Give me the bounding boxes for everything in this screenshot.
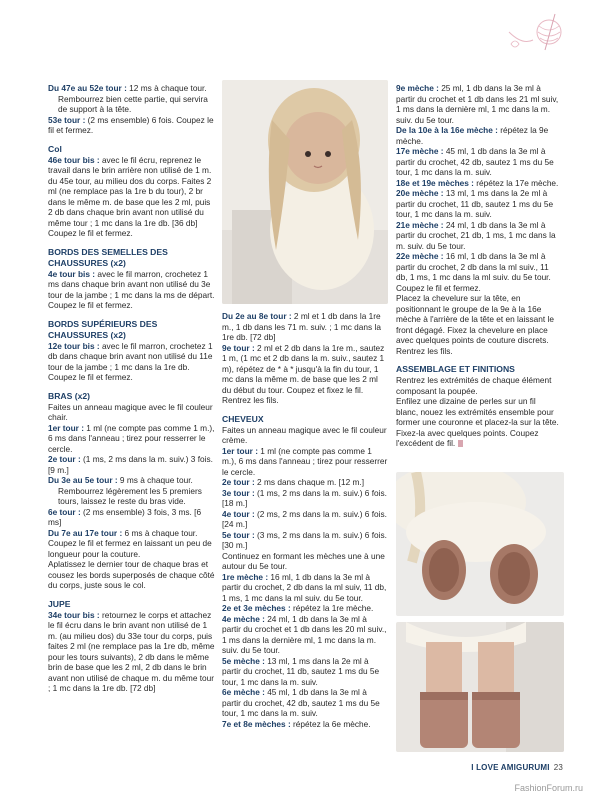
paragraph <box>396 146 560 178</box>
section-title-superieurs: BORDS SUPÉRIEURS DES CHAUSSURES (x2) <box>48 318 158 340</box>
jupe-tours-2-9 <box>222 311 388 406</box>
paragraph <box>48 83 215 94</box>
step-text: répétez la 6e mèche. <box>290 718 371 729</box>
section-title-assemblage: ASSEMBLAGE ET FINITIONS <box>396 364 515 374</box>
paragraph <box>48 507 215 528</box>
doll-shoes-soles-photo <box>396 472 564 616</box>
step-label: Du 3e au 5e tour : <box>48 475 118 485</box>
step-label: 5e mèche : <box>222 655 265 666</box>
paragraph <box>222 719 388 730</box>
step-text: répétez la 1re mèche. <box>290 603 374 613</box>
paragraph <box>222 614 388 656</box>
step-text: 2 ml et 1 db dans la 1re m., 1 db dans les 71 m. suiv. ; 1 mc dans la 1re db. [72 db] <box>222 311 381 342</box>
paragraph <box>222 551 388 572</box>
step-label: 9e mèche : <box>396 83 439 93</box>
paragraph <box>396 220 560 252</box>
paragraph <box>396 396 560 449</box>
column-right <box>396 83 560 449</box>
paragraph <box>396 375 560 396</box>
paragraph <box>48 538 215 559</box>
end-mark-icon <box>458 440 463 447</box>
step-text: 13 ml, 1 ms dans la 2e ml à partir du crochet, 11 db, sautez 1 ms du 5e tour, 1 mc dans la m. suiv. <box>396 188 554 219</box>
step-label: 4e tour bis : <box>48 268 96 279</box>
paragraph <box>222 425 388 446</box>
paragraph <box>48 94 215 115</box>
section-title-col: Col <box>48 143 62 154</box>
column-left <box>48 83 215 694</box>
section-jupe <box>48 610 215 694</box>
step-text: retournez le corps et attachez le fil écru dans le brin avant non utilisé de 1 m. (au milieu dos) du 33e tour du corps, puis faites 2 ml (ne remplace pas la 1re db, même pour les tours suivants), 2 db dans le même brin de base que les 2 ml, 2 db dans le brin avant non utilisé de chaque m. du même tour ; 1 mc dans la 1re db. [72 db] <box>48 609 215 693</box>
step-text: 45 ml, 1 db dans la 3e ml à partir du crochet, 42 db, sautez 1 ms du 5e tour, 1 mc dans la m. suiv. <box>396 146 554 177</box>
paragraph <box>396 83 560 125</box>
step-text: 16 ml, 1 db dans la 3e ml à partir du crochet, 2 db dans la ml suiv., 11 db, 1 ms, 1 mc dans la ml suiv. du 5e tour. Coupez le fil et fermez. <box>396 251 551 293</box>
step-text: Coupez le fil et fermez en laissant un peu de longueur pour la couture. <box>48 538 212 559</box>
step-text: Coupez le fil et fermez. <box>48 228 133 238</box>
step-text: (2 ms ensemble) 3 fois, 3 ms. [6 ms] <box>48 506 202 527</box>
step-text: 2 ms dans chaque m. [12 m.] <box>254 477 365 487</box>
step-label: 21e mèche : <box>396 219 444 230</box>
step-text: 24 ml, 1 db dans la 3e ml à partir du crochet, 21 db, 1 ms, 1 mc dans la m. suiv. du 5e tour. <box>396 219 556 251</box>
paragraph <box>222 488 388 509</box>
step-label: 12e tour bis : <box>48 340 100 351</box>
step-label: 1er tour : <box>222 445 258 456</box>
step-text: (1 ms, 2 ms dans la m. suiv.) 6 fois. [18 m.] <box>222 487 387 508</box>
step-text: 9 ms à chaque tour. <box>117 475 193 485</box>
section-col <box>48 155 215 239</box>
step-text: avec le fil écru, reprenez le travail dans le brin arrière non utilisé de 1 m. du 45e tour, au milieu dos du corps. Faites 2 ml (ne remplace pas la 1re b du tour), 2 br dans le même m. de base que les 2 ml, puis 2 db dans chaque brin avant non utilisé du même tour ; 1 mc dans la 1re db. [36 db] <box>48 154 212 228</box>
paragraph <box>48 528 215 539</box>
step-label: 46e tour bis : <box>48 154 100 165</box>
step-text: (2 ms, 2 ms dans la m. suiv.) 6 fois. [24 m.] <box>222 508 387 529</box>
paragraph <box>48 486 215 507</box>
step-label: 3e tour : <box>222 487 255 498</box>
section-title-semelles: BORDS DES SEMELLES DES CHAUSSURES (x2) <box>48 246 168 268</box>
section-superieurs <box>48 341 215 383</box>
section-title-jupe: JUPE <box>48 598 71 609</box>
paragraph <box>396 125 560 146</box>
step-text: 1 ml (ne compte pas comme 1 m.), 6 ms dans l'anneau ; tirez pour resserrer le cercle. <box>48 422 215 454</box>
paragraph <box>222 656 388 688</box>
watermark: FashionForum.ru <box>514 783 583 793</box>
step-label: 4e tour : <box>222 508 255 519</box>
paragraph <box>48 475 215 486</box>
step-label: De la 10e à la 16e mèche : <box>396 125 498 135</box>
step-text: 12 ms à chaque tour. <box>126 83 207 93</box>
step-label: 2e tour : <box>48 454 81 464</box>
step-label: 17e mèche : <box>396 146 444 156</box>
step-label: 53e tour : <box>48 114 86 125</box>
step-text: Enfilez une dizaine de perles sur un fil blanc, nouez les extrémités ensemble pour former une couronne et placez-la sur la tête. Fixez-la avec quelques points. Coupez l'excédent de fil. <box>396 396 559 448</box>
paragraph <box>222 530 388 551</box>
step-text: avec le fil marron, crochetez 1 ms dans chaque brin avant non utilisé du 3e tour de la jambe ; 1 mc dans la ms de départ. Coupez le fil et fermez. <box>48 268 215 310</box>
paragraph <box>222 572 388 604</box>
paragraph <box>48 228 215 239</box>
paragraph <box>222 687 388 719</box>
paragraph <box>48 269 215 311</box>
paragraph <box>48 423 215 455</box>
step-label: Du 47e au 52e tour : <box>48 83 127 93</box>
step-label: 6e mèche : <box>222 687 265 697</box>
step-text: 6 ms à chaque tour. <box>122 527 198 538</box>
step-text: 45 ml, 1 db dans la 3e ml à partir du crochet, 42 db, sautez 1 ms du 5e tour, 1 mc dans la m. suiv. <box>222 687 380 718</box>
step-text: Rembourrez légèrement les 5 premiers tours, laissez le reste du bras vide. <box>58 485 202 506</box>
paragraph <box>222 343 388 406</box>
step-label: 9e tour : <box>222 342 255 353</box>
step-text: 2 ml et 2 db dans la 1re m., sautez 1 m, (1 mc et 2 db dans la m. suiv., sautez 1 m), répétez de * à * jusqu'à la fin du tour, 1 mc dans la même m. de base que les 2 ml du début du tour. Coupez et fixez le fil. Rentrez les fils. <box>222 342 385 405</box>
step-text: Rembourrez bien cette partie, qui servira de support à la tête. <box>58 93 208 114</box>
page-number: 23 <box>553 763 563 772</box>
step-label: 18e et 19e mèches : <box>396 177 474 188</box>
paragraph <box>396 293 560 356</box>
step-label: 1re mèche : <box>222 571 269 582</box>
section-title-cheveux: CHEVEUX <box>222 413 264 424</box>
step-text: Placez la chevelure sur la tête, en positionnant le groupe de la 9e à la 16e mèche à l'arrière de la tête et en laissant le front dégagé. Fixez la chevelure en place avec quelques points de couture discrets. Rentrez les fils. <box>396 293 554 356</box>
step-text: (1 ms, 2 ms dans la m. suiv.) 3 fois. [9 m.] <box>48 454 213 475</box>
section-bras <box>48 402 215 591</box>
step-text: (3 ms, 2 ms dans la m. suiv.) 6 fois. [30 m.] <box>222 529 387 550</box>
paragraph <box>222 446 388 478</box>
step-label: 5e tour : <box>222 529 255 540</box>
step-text: avec le fil marron, crochetez 1 db dans chaque brin avant non utilisé du 11e tour de la jambe ; 1 mc dans la 1re db. Coupez le fil et fermez. <box>48 340 213 382</box>
yarn-ball-icon <box>507 10 567 54</box>
step-label: 22e mèche : <box>396 251 444 261</box>
paragraph <box>396 178 560 189</box>
section-semelles <box>48 269 215 311</box>
section-assemblage <box>396 375 560 449</box>
step-text: répétez la 17e mèche. <box>473 177 559 188</box>
step-text: 16 ml, 1 db dans la 3e ml à partir du crochet, 2 db dans la ml suiv, 11 db, 1 ms, 1 mc dans la ml suiv. du 5e tour. <box>222 571 387 603</box>
step-label: 34e tour bis : <box>48 609 100 620</box>
step-label: Du 2e au 8e tour : <box>222 311 292 321</box>
step-label: 20e mèche : <box>396 188 444 198</box>
step-text: 24 ml, 1 db dans la 3e ml à partir du crochet et 1 db dans les 20 ml suiv., 1 ms dans la dernière ml, 1 mc dans la m. suiv. du 5e tour. <box>222 613 387 655</box>
step-text: Faites un anneau magique avec le fil couleur crème. <box>222 424 387 445</box>
paragraph <box>222 477 388 488</box>
page-footer <box>471 763 563 772</box>
paragraph <box>396 188 560 220</box>
step-text: Rentrez les extrémités de chaque élément composant la poupée. <box>396 375 552 396</box>
cheveux-meches-9-22 <box>396 83 560 356</box>
step-text: répétez la 9e mèche. <box>396 125 549 146</box>
section-cheveux <box>222 425 388 730</box>
step-text: 13 ml, 1 ms dans la 2e ml à partir du crochet, 11 db, sautez 1 ms du 5e tour, 1 mc dans la m. suiv. <box>222 655 380 687</box>
step-label: 4e mèche : <box>222 613 265 624</box>
paragraph <box>222 311 388 343</box>
step-label: 6e tour : <box>48 506 81 517</box>
paragraph <box>48 559 215 591</box>
paragraph <box>396 251 560 293</box>
paragraph <box>222 509 388 530</box>
magazine-name: I LOVE AMIGURUMI <box>471 763 550 772</box>
step-label: 2e tour : <box>222 477 255 487</box>
doll-legs-boots-photo <box>396 622 564 752</box>
step-text: 25 ml, 1 db dans la 3e ml à partir du crochet et 1 db dans les 21 ml suiv, 1 ms dans la dernière ml, 1 mc dans la m. suiv. du 5e tour. <box>396 83 559 125</box>
step-text: 1 ml (ne compte pas comme 1 m.), 6 ms dans l'anneau ; tirez pour resserrer le cercle. <box>222 445 388 477</box>
section-title-bras: BRAS (x2) <box>48 390 91 401</box>
step-label: Du 7e au 17e tour : <box>48 527 123 538</box>
paragraph <box>48 454 215 475</box>
doll-photo-top <box>222 80 388 304</box>
paragraph <box>222 603 388 614</box>
paragraph <box>48 610 215 694</box>
paragraph <box>48 402 215 423</box>
paragraph <box>48 155 215 229</box>
step-text: Faites un anneau magique avec le fil couleur chair. <box>48 401 213 422</box>
step-text: Continuez en formant les mèches une à une autour du 5e tour. <box>222 550 385 571</box>
step-label: 1er tour : <box>48 422 84 433</box>
step-text: (2 ms ensemble) 6 fois. Coupez le fil et fermez. <box>48 114 214 135</box>
column-middle <box>222 311 388 729</box>
paragraph <box>48 115 215 136</box>
step-label: 7e et 8e mèches : <box>222 718 291 729</box>
step-label: 2e et 3e mèches : <box>222 603 291 613</box>
body-tours-47-53 <box>48 83 215 136</box>
paragraph <box>48 341 215 383</box>
step-text: Aplatissez le dernier tour de chaque bras et cousez les bords superposés de chaque côté du corps, juste sous le col. <box>48 559 215 590</box>
